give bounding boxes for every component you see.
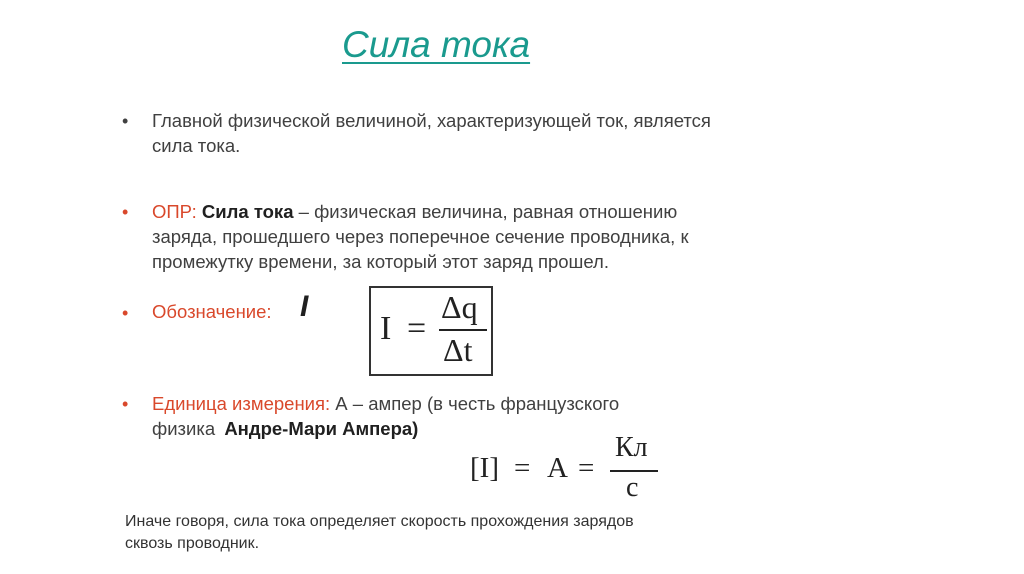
bullet-2-definition <box>152 199 832 274</box>
bullet-1-line-1: Главной физической величиной, характеризующей ток, является <box>152 110 711 131</box>
unit-text: А – ампер (в честь французского <box>335 393 620 414</box>
formula-lhs: I <box>380 310 392 347</box>
unit-label: Единица измерения: <box>152 393 331 414</box>
unit-formula-ampere: А <box>547 452 568 484</box>
formula-numerator: Δq <box>441 289 478 325</box>
unit-formula-equals-1: = <box>514 452 531 484</box>
bullet-marker: • <box>122 303 129 323</box>
unit-formula-denominator: с <box>626 472 639 503</box>
notation-symbol: I <box>300 290 309 323</box>
unit-formula-numerator: Кл <box>615 432 648 463</box>
bullet-marker: • <box>122 111 129 131</box>
bullet-3-notation <box>152 299 272 324</box>
current-formula-box <box>369 286 493 376</box>
bullet-marker: • <box>122 394 129 414</box>
page-title: Сила тока <box>342 24 531 65</box>
notation-label: Обозначение: <box>152 301 272 322</box>
unit-physicist-name: Андре-Мари Ампера) <box>224 418 419 439</box>
fraction-line <box>439 329 487 331</box>
bullet-2-line-2: заряда, прошедшего через поперечное сечение проводника, к <box>152 226 689 247</box>
bullet-2-line-3: промежутку времени, за который этот заряд прошел. <box>152 251 609 272</box>
definition-term: Сила тока <box>201 201 294 222</box>
definition-text: – физическая величина, равная отношению <box>298 201 678 222</box>
unit-formula-lhs: [I] <box>470 452 499 484</box>
formula-equals: = <box>407 310 427 347</box>
unit-formula-equals-2: = <box>578 452 595 484</box>
bullet-1 <box>152 108 832 158</box>
unit-physicist-prefix: физика <box>152 418 216 439</box>
bullet-marker: • <box>122 202 129 222</box>
unit-formula <box>470 432 670 512</box>
bullet-1-line-2: сила тока. <box>152 135 241 156</box>
summary-note <box>125 511 825 555</box>
bullet-2-line-1 <box>152 199 832 224</box>
summary-note-line-2: сквозь проводник. <box>125 535 260 552</box>
formula-denominator: Δt <box>443 332 473 368</box>
summary-note-line-1: Иначе говоря, сила тока определяет скорость прохождения зарядов <box>125 513 634 530</box>
definition-label: ОПР: <box>152 201 197 222</box>
bullet-4-line-1 <box>152 391 752 416</box>
